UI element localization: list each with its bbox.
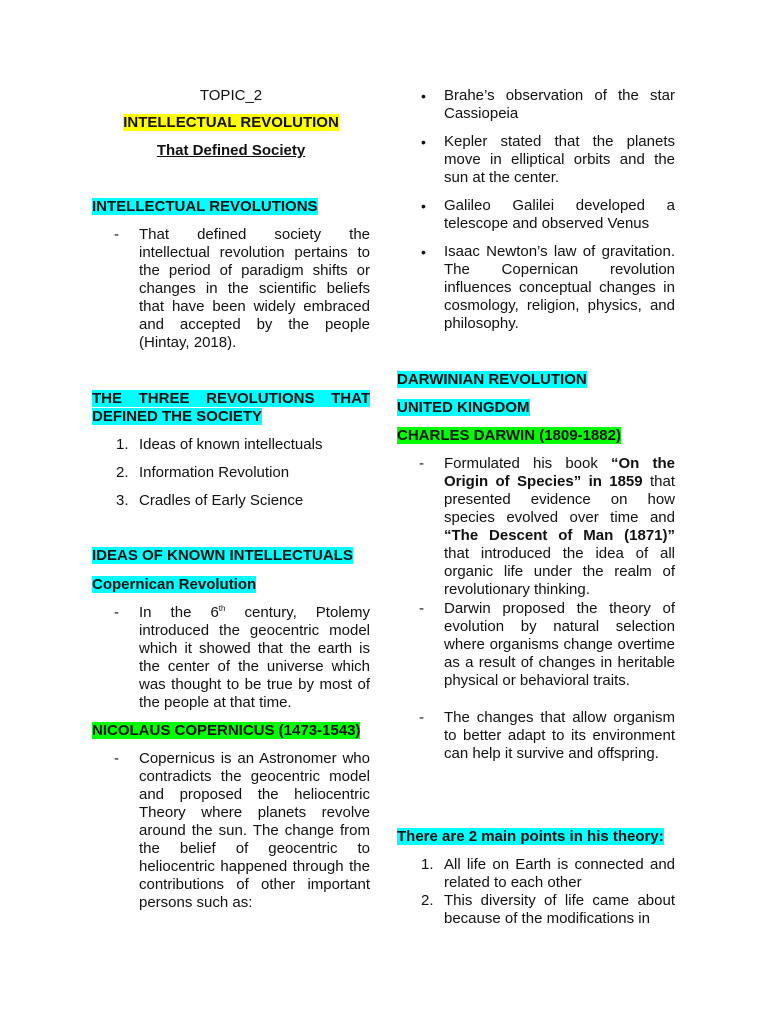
ptolemy-text: In the 6th century, Ptolemy introduced the geocentric model which it showed that the earth is the center of the universe which was thought to be true by most of the people at that time. <box>139 604 370 711</box>
copernican-heading-text: Copernican Revolution <box>92 576 257 593</box>
title-heading <box>92 114 370 132</box>
bullet-text: Brahe’s observation of the star Cassiopeia <box>444 87 675 122</box>
numbered-item-text: Information Revolution <box>139 464 290 481</box>
main-points-heading-text: There are 2 main points in his theory: <box>397 828 664 845</box>
number-marker: 1. <box>116 436 129 453</box>
topic-label: TOPIC_2 <box>199 87 263 104</box>
darwinian-heading-text: DARWINIAN REVOLUTION <box>397 371 587 388</box>
numbered-item-text: Cradles of Early Science <box>139 492 304 509</box>
bullet-marker: • <box>421 198 426 214</box>
darwin-heading-text: CHARLES DARWIN (1809-1882) <box>397 427 621 444</box>
three-revolutions-text: THE THREE REVOLUTIONS THAT DEFINED THE SOCIETY <box>92 390 370 425</box>
darwin-theory-text: Darwin proposed the theory of evolution by natural selection where organisms change overtime as a result of changes in heritable physical or behavioral traits. <box>444 600 675 689</box>
number-marker: 3. <box>116 492 129 509</box>
copernicus-heading-text: NICOLAUS COPERNICUS (1473-1543) <box>92 722 361 739</box>
darwin-heading <box>397 427 621 445</box>
intellectual-revolutions-heading <box>92 198 318 216</box>
dash-marker: - <box>114 604 119 621</box>
copernicus-text: Copernicus is an Astronomer who contradicts the geocentric model and proposed the heliocentric Theory where planets revolve around the sun. The change from the belief of geocentric to heliocentric happened through the contributions of other important persons such as: <box>139 750 370 911</box>
number-marker: 2. <box>421 892 434 909</box>
uk-heading-text: UNITED KINGDOM <box>397 399 530 416</box>
uk-heading <box>397 399 530 417</box>
numbered-item-text: Ideas of known intellectuals <box>139 436 323 453</box>
three-revolutions-heading <box>92 390 370 426</box>
bullet-text: Kepler stated that the planets move in elliptical orbits and the sun at the center. <box>444 133 675 186</box>
main-points-heading <box>397 828 664 846</box>
intellectual-revolutions-text: INTELLECTUAL REVOLUTIONS <box>92 198 318 215</box>
bullet-text: Galileo Galilei developed a telescope and observed Venus <box>444 197 675 232</box>
darwinian-heading <box>397 371 587 389</box>
bullet-marker: • <box>421 244 426 260</box>
ideas-heading-text: IDEAS OF KNOWN INTELLECTUALS <box>92 547 353 564</box>
numbered-item-text: All life on Earth is connected and related to each other <box>444 856 675 891</box>
subtitle-heading: That Defined Society <box>156 142 306 159</box>
copernican-heading <box>92 576 256 594</box>
number-marker: 2. <box>116 464 129 481</box>
bullet-marker: • <box>421 134 426 150</box>
copernicus-heading <box>92 722 360 740</box>
darwin-book-text: Formulated his book “On the Origin of Species” in 1859 that presented evidence on how species evolved over time and “The Descent of Man (1871)” that introduced the idea of all organic life under the realm of revolutionary thinking. <box>444 455 675 598</box>
dash-marker: - <box>419 455 424 472</box>
dash-marker: - <box>114 226 119 243</box>
bullet-marker: • <box>421 88 426 104</box>
bullet-text: Isaac Newton’s law of gravitation. The Copernican revolution influences conceptual changes in cosmology, religion, physics, and philosophy. <box>444 243 675 332</box>
dash-marker: - <box>419 709 424 726</box>
dash-marker: - <box>114 750 119 767</box>
darwin-adapt-text: The changes that allow organism to better adapt to its environment can help it survive and offspring. <box>444 709 675 762</box>
definition-text: That defined society the intellectual revolution pertains to the period of paradigm shifts or changes in the scientific beliefs that have been widely embraced and accepted by the people (Hintay, 2018). <box>139 226 370 351</box>
ideas-heading <box>92 547 353 565</box>
number-marker: 1. <box>421 856 434 873</box>
dash-marker: - <box>419 600 424 617</box>
title-text: INTELLECTUAL REVOLUTION <box>123 114 339 131</box>
numbered-item-text: This diversity of life came about because of the modifications in <box>444 892 675 927</box>
